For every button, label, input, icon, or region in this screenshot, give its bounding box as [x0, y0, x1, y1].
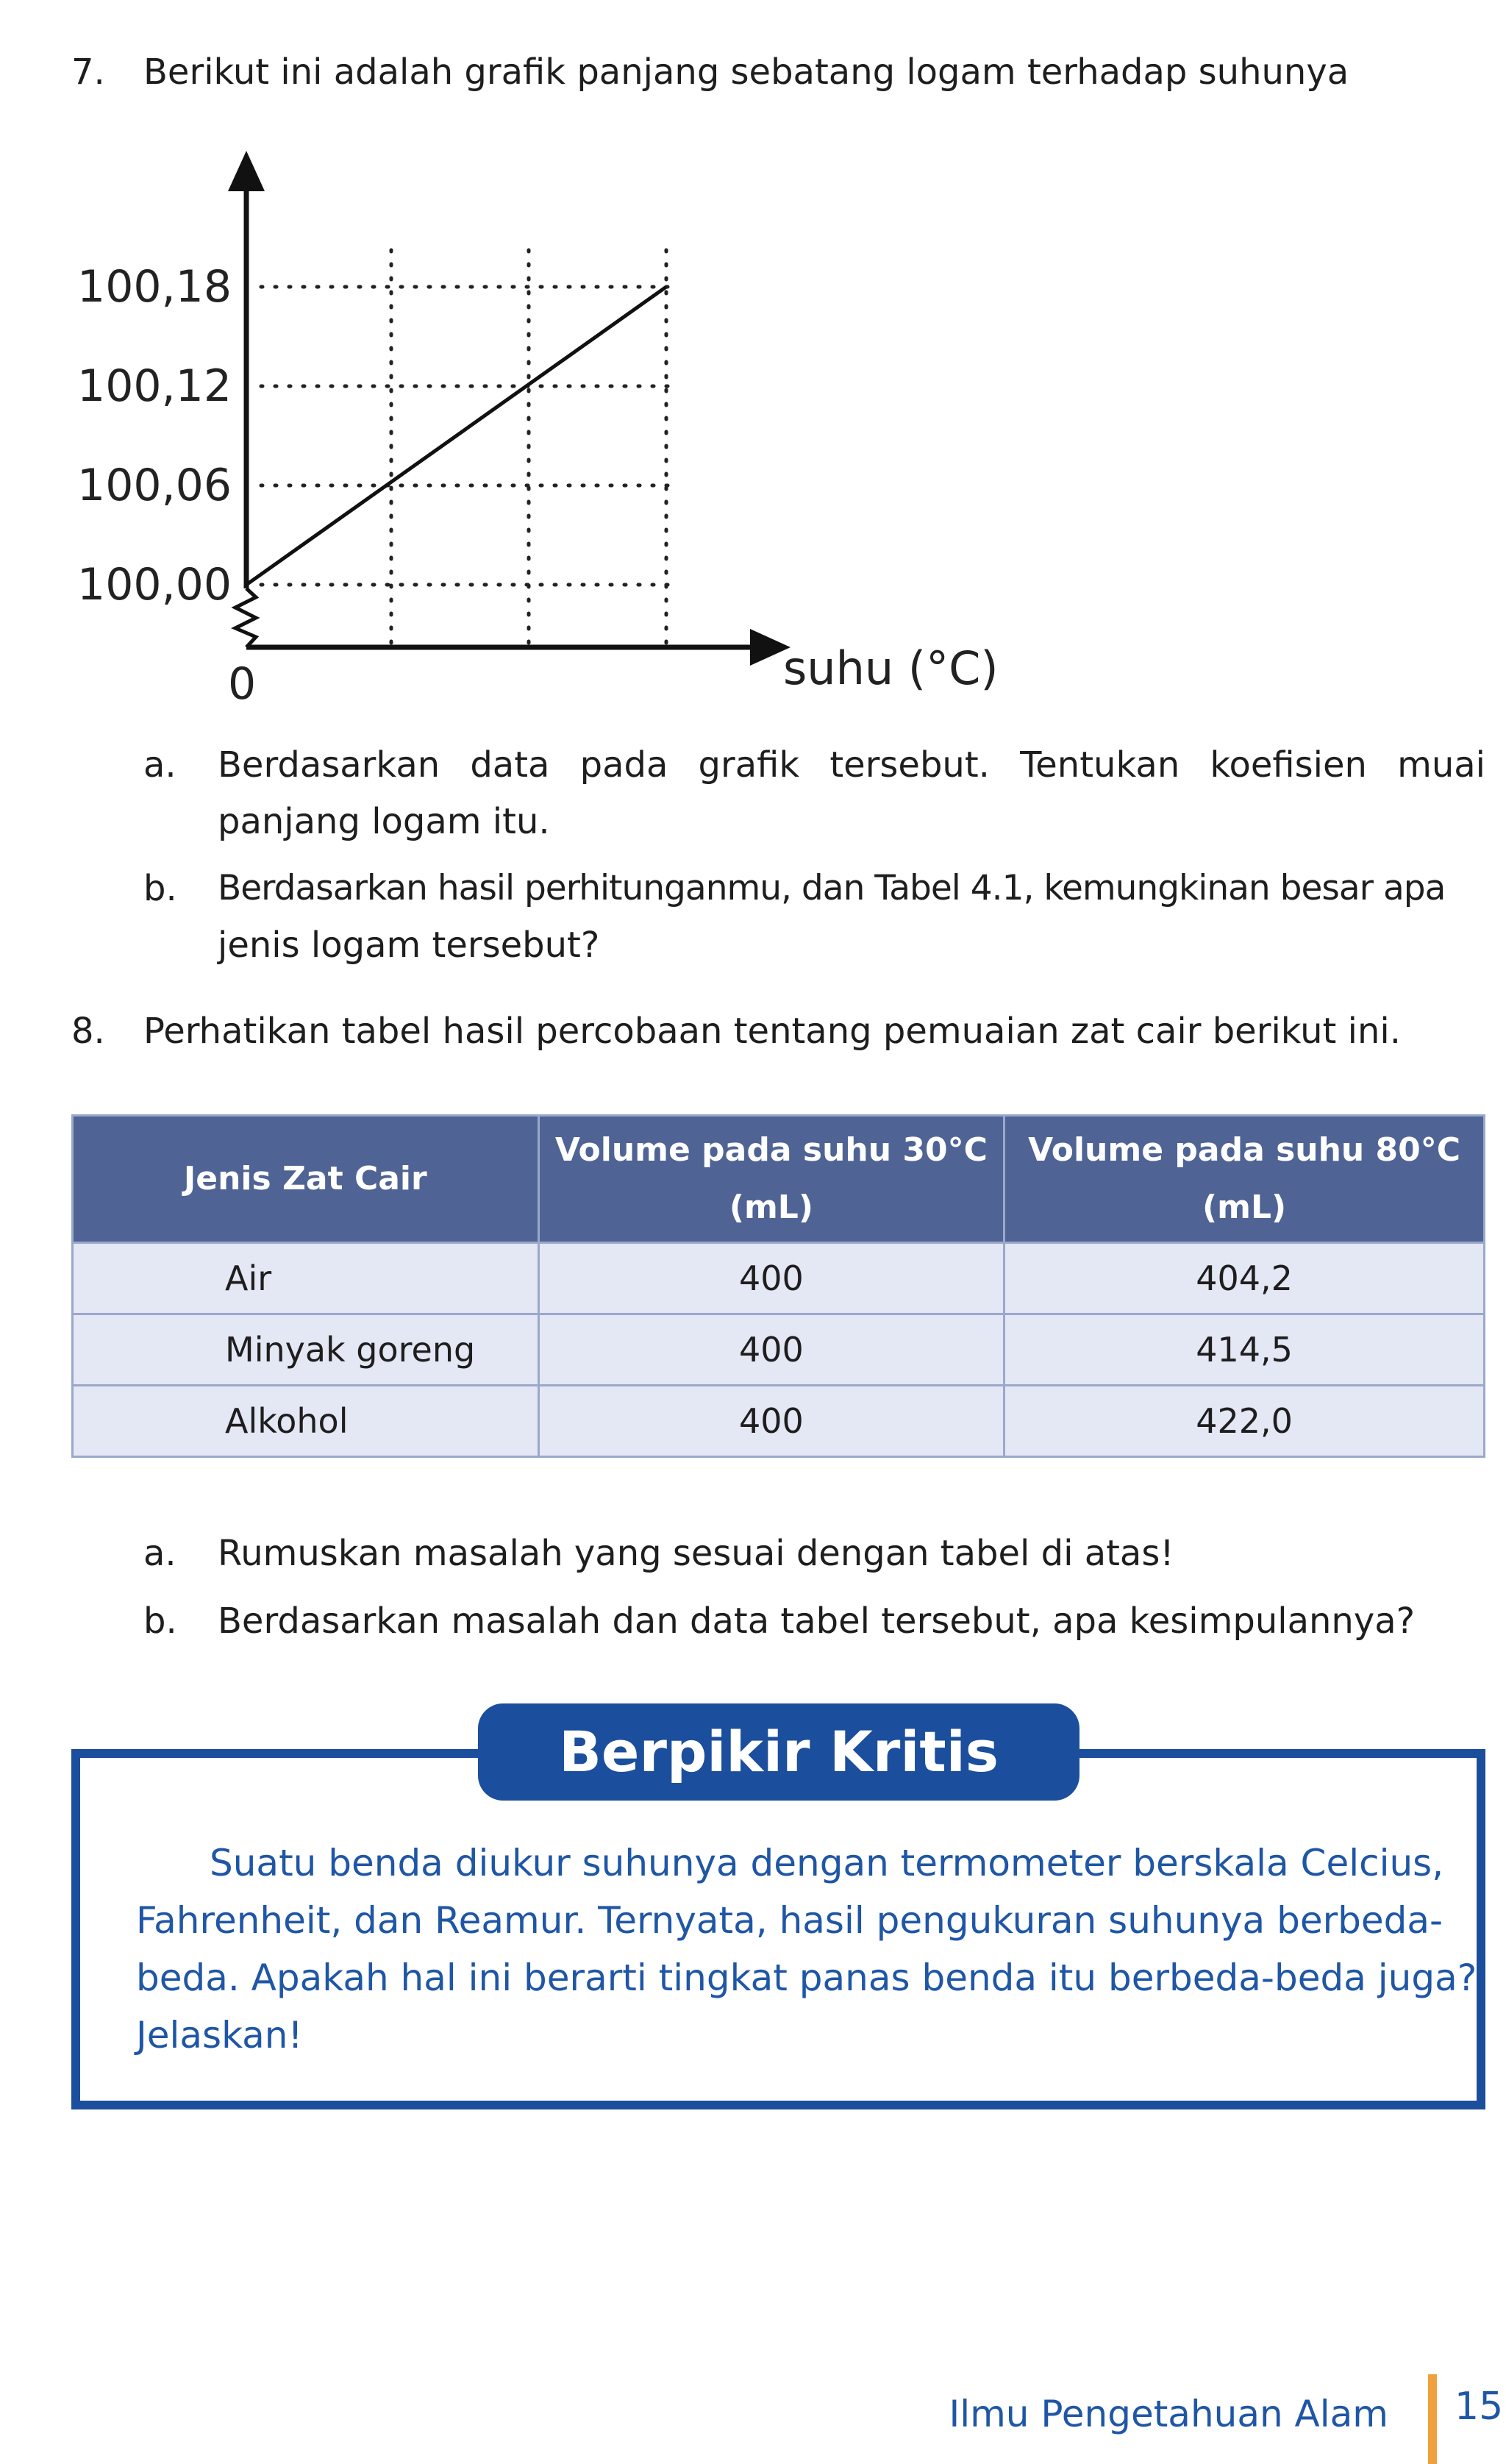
header-volume-80-line1: Volume pada suhu 80°C — [1028, 1131, 1461, 1169]
y-tick-label: 100,00 — [77, 559, 232, 610]
y-axis-arrow — [228, 151, 265, 191]
critical-thinking-line1: Suatu benda diukur suhunya dengan termometer berskala Celcius, — [210, 1842, 1444, 1884]
cell-volume-30: 400 — [538, 1386, 1004, 1457]
critical-thinking-line2: Fahrenheit, dan Reamur. Ternyata, hasil pengukuran suhunya berbeda- — [136, 1899, 1443, 1942]
critical-thinking-text — [136, 1834, 1477, 2064]
cell-volume-80: 404,2 — [1004, 1243, 1485, 1314]
y-tick-label: 100,06 — [77, 460, 232, 511]
critical-thinking-title: Berpikir Kritis — [478, 1703, 1079, 1801]
x-origin-label: 0 — [228, 658, 257, 710]
vertical-gridlines — [391, 250, 666, 647]
q8a-text: Rumuskan masalah yang sesuai dengan tabel di atas! — [218, 1533, 1174, 1574]
footer-subject: Ilmu Pengetahuan Alam — [949, 2393, 1388, 2435]
q8b-text: Berdasarkan masalah dan data tabel tersebut, apa kesimpulannya? — [218, 1600, 1416, 1642]
q8a-label: a. — [143, 1533, 176, 1574]
length-temperature-graph — [59, 140, 1015, 728]
q7b-line2: jenis logam tersebut? — [218, 925, 600, 966]
table-row — [73, 1314, 1485, 1386]
cell-volume-30: 400 — [538, 1243, 1004, 1314]
x-axis-label-main: suhu ( — [783, 641, 927, 695]
table-row — [73, 1386, 1485, 1457]
header-volume-80 — [1004, 1116, 1485, 1243]
horizontal-gridlines — [261, 287, 674, 585]
x-axis-label-unit: °C) — [926, 641, 999, 695]
q7a-line1: Berdasarkan data pada grafik tersebut. Tentukan koefisien muai — [218, 744, 1485, 786]
footer-accent-bar — [1428, 2374, 1437, 2464]
q7b-line1: Berdasarkan hasil perhitunganmu, dan Tabel 4.1, kemungkinan besar apa — [218, 868, 1446, 908]
table-row — [73, 1243, 1485, 1314]
critical-thinking-line4: Jelaskan! — [136, 2014, 303, 2057]
question-7-number: 7. — [71, 51, 105, 93]
y-tick-label: 100,12 — [77, 360, 232, 412]
header-volume-30 — [538, 1116, 1004, 1243]
x-axis-label — [783, 641, 999, 695]
header-volume-80-line2: (mL) — [1202, 1189, 1287, 1226]
axis-break-icon — [235, 588, 256, 647]
question-7-text: Berikut ini adalah grafik panjang sebatang logam terhadap suhunya — [143, 51, 1349, 93]
cell-liquid: Air — [73, 1243, 539, 1314]
question-8-number: 8. — [71, 1011, 105, 1052]
cell-liquid: Alkohol — [73, 1386, 539, 1457]
header-volume-30-line1: Volume pada suhu 30°C — [554, 1131, 988, 1169]
table-header-row — [73, 1116, 1485, 1243]
cell-volume-80: 422,0 — [1004, 1386, 1485, 1457]
question-8-text: Perhatikan tabel hasil percobaan tentang pemuaian zat cair berikut ini. — [143, 1011, 1401, 1052]
q7b-label: b. — [143, 868, 177, 909]
y-tick-labels — [77, 261, 232, 610]
liquid-expansion-table — [71, 1114, 1485, 1458]
cell-liquid: Minyak goreng — [73, 1314, 539, 1386]
q7a-label: a. — [143, 744, 176, 786]
series-line — [246, 287, 666, 585]
q8b-label: b. — [143, 1600, 177, 1642]
y-tick-label: 100,18 — [77, 261, 232, 313]
cell-volume-80: 414,5 — [1004, 1314, 1485, 1386]
header-liquid-type: Jenis Zat Cair — [73, 1116, 539, 1243]
page-number: 15 — [1455, 2385, 1504, 2429]
q7a-line2: panjang logam itu. — [218, 801, 550, 842]
cell-volume-30: 400 — [538, 1314, 1004, 1386]
critical-thinking-line3: beda. Apakah hal ini berarti tingkat panas benda itu berbeda-beda juga? — [136, 1956, 1477, 1999]
header-volume-30-line2: (mL) — [729, 1189, 813, 1226]
